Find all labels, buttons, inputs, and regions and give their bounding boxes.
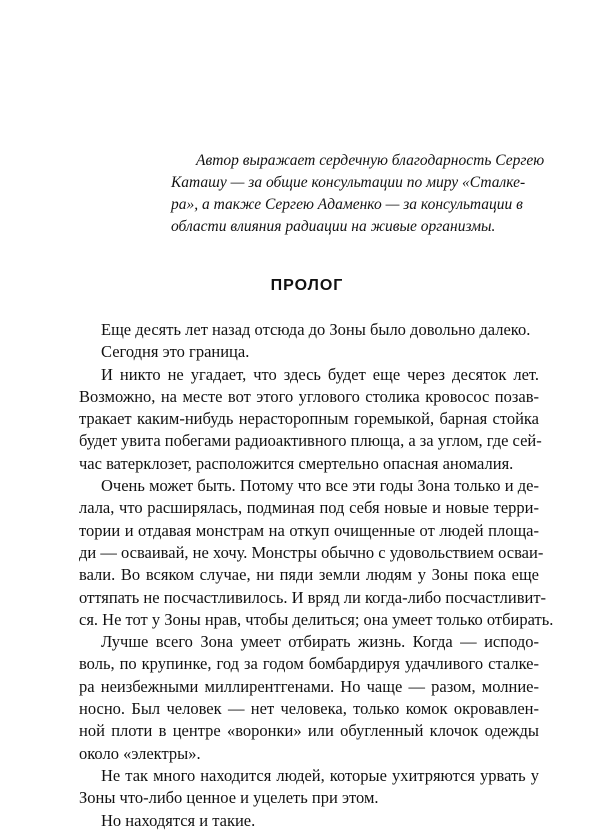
- text-line: около «электры».: [79, 743, 201, 763]
- text-line: Не так много находится людей, которые ухитряются урвать у: [101, 765, 539, 785]
- text-line: тории и отдавая монстрам на откуп очищенные от людей площа-: [79, 520, 539, 540]
- text-line: Зоны что-либо ценное и уцелеть при этом.: [79, 788, 379, 808]
- epigraph-line: ра», а также Сергею Адаменко — за консультации в: [171, 196, 523, 213]
- text-line: час ватерклозет, расположится смертельно опасная аномалия.: [79, 453, 514, 473]
- body-text: [79, 319, 554, 832]
- text-line: И никто не угадает, что здесь будет еще через десяток лет.: [101, 364, 539, 384]
- text-line: Но находятся и такие.: [101, 810, 256, 830]
- text-line: будет увита побегами радиоактивного плюща, а за углом, где сей-: [79, 431, 542, 451]
- text-line: Очень может быть. Потому что все эти годы Зона только и де-: [101, 476, 539, 496]
- text-line: воль, по крупинке, год за годом бомбардируя удачливого сталке-: [79, 654, 539, 674]
- text-line: Сегодня это граница.: [101, 342, 250, 362]
- text-line: вали. Во всяком случае, ни пяди земли людям у Зоны пока еще: [79, 565, 539, 585]
- text-line: ра неизбежными миллирентгенами. Но чаще — разом, молние-: [79, 676, 539, 696]
- epigraph-line: Автор выражает сердечную благодарность Сергею: [196, 152, 545, 169]
- chapter-heading: ПРОЛОГ: [270, 277, 344, 294]
- text-line: лала, что расширялась, подминая под себя новые и новые терри-: [79, 498, 539, 518]
- text-line: ди — осваивай, не хочу. Монстры обычно с удовольствием осваи-: [79, 542, 544, 562]
- text-line: Лучше всего Зона умеет отбирать жизнь. Когда — исподо-: [101, 632, 539, 652]
- text-line: носно. Был человек — нет человека, только комок окровавлен-: [79, 699, 539, 719]
- text-line: Еще десять лет назад отсюда до Зоны было довольно далеко.: [101, 320, 531, 339]
- epigraph-line: области влияния радиации на живые организмы.: [171, 218, 496, 235]
- text-line: ной плоти в центре «воронки» или обугленный клочок одежды: [79, 721, 539, 741]
- text-line: ся. Не тот у Зоны нрав, чтобы делиться; она умеет только отбирать.: [79, 609, 554, 629]
- text-line: тракает каким-нибудь нерасторопным горемыкой, барная стойка: [79, 409, 539, 429]
- text-line: оттяпать не посчастливилось. И вряд ли когда-либо посчастливит-: [79, 587, 547, 607]
- text-line: Возможно, на месте вот этого углового столика кровосос позав-: [79, 386, 539, 406]
- epigraph: [171, 150, 545, 238]
- epigraph-line: Каташу — за общие консультации по миру «Сталке-: [171, 174, 526, 191]
